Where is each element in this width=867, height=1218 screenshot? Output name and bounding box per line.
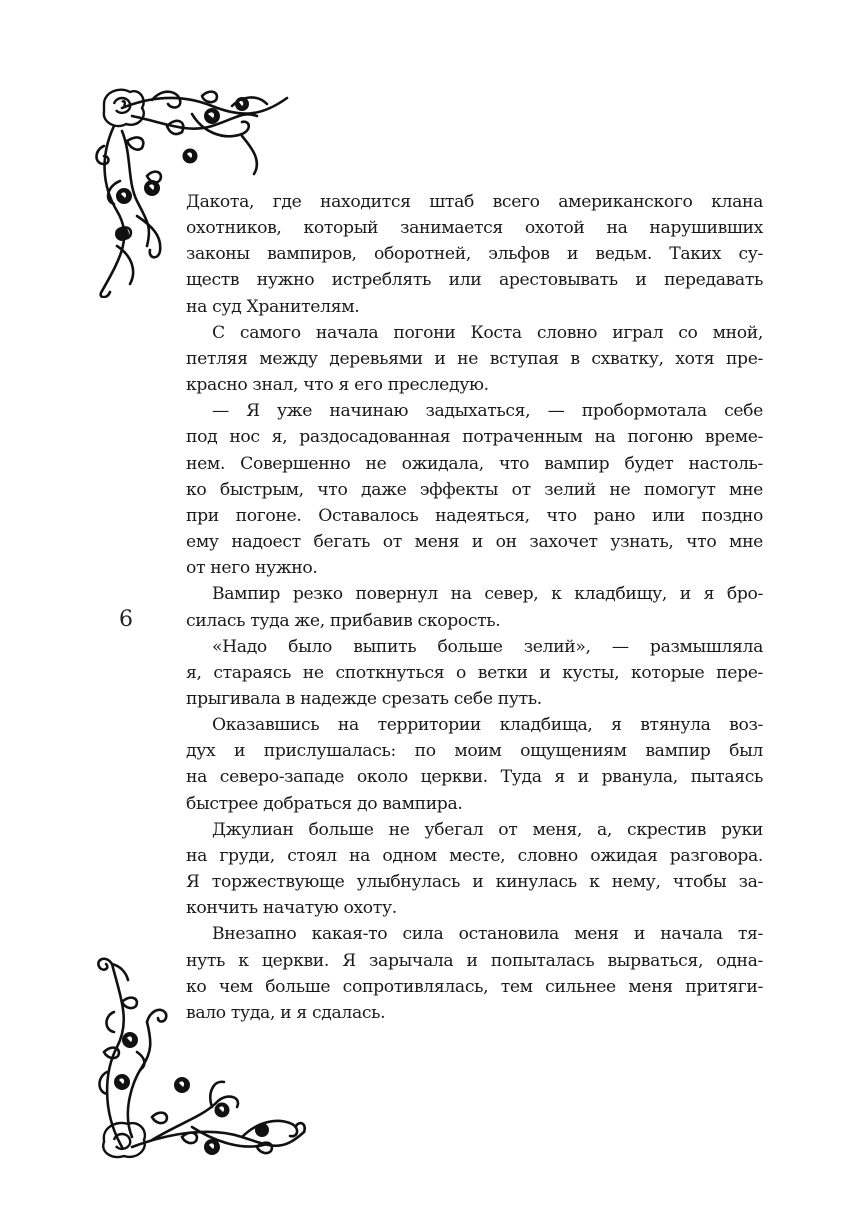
- text-line: петляя между деревьями и не вступая в схватку, хотя пре-: [186, 348, 763, 369]
- text-line: Дакота, где находится штаб всего американского клана: [186, 192, 763, 212]
- text-line: быстрее добраться до вампира.: [186, 793, 463, 814]
- page-number: 6: [119, 607, 133, 632]
- text-line: на суд Хранителям.: [186, 296, 360, 317]
- text-line: на груди, стоял на одном месте, словно ожидая разговора.: [186, 845, 763, 866]
- text-line: дух и прислушалась: по моим ощущениям вампир был: [186, 741, 763, 762]
- text-line: я, стараясь не споткнуться о ветки и кусты, которые пере-: [186, 662, 763, 683]
- text-line: ко чем больше сопротивлялась, тем сильнее меня притяги-: [186, 976, 763, 997]
- text-line: красно знал, что я его преследую.: [186, 375, 489, 396]
- text-line: от него нужно.: [186, 558, 318, 579]
- paragraph: [186, 817, 763, 922]
- paragraph: [186, 398, 763, 581]
- text-line: Я торжествующе улыбнулась и кинулась к нему, чтобы за-: [186, 872, 763, 893]
- text-line: законы вампиров, оборотней, эльфов и ведьм. Таких су-: [186, 244, 763, 265]
- text-line: Оказавшись на территории кладбища, я втянула воз-: [212, 715, 763, 736]
- text-line: охотников, который занимается охотой на нарушивших: [186, 218, 763, 239]
- text-line: силась туда же, прибавив скорость.: [186, 610, 501, 631]
- text-line: нем. Совершенно не ожидала, что вампир будет настоль-: [186, 453, 763, 474]
- body-text: [186, 189, 763, 1026]
- text-line: ко быстрым, что даже эффекты от зелий не помогут мне: [186, 479, 763, 500]
- text-line: Джулиан больше не убегал от меня, а, скрестив руки: [212, 819, 763, 840]
- text-line: Внезапно какая-то сила остановила меня и начала тя-: [212, 924, 763, 945]
- paragraph: [186, 581, 763, 633]
- text-line: кончить начатую охоту.: [186, 898, 397, 919]
- paragraph: [186, 634, 763, 712]
- text-line: вало туда, и я сдалась.: [186, 1002, 386, 1023]
- rose-vine-icon: [92, 952, 307, 1164]
- text-line: С самого начала погони Коста словно играл со мной,: [212, 322, 763, 343]
- text-line: прыгивала в надежде срезать себе путь.: [186, 688, 542, 709]
- text-line: под нос я, раздосадованная потраченным на погоню време-: [186, 427, 763, 448]
- paragraph: [186, 712, 763, 817]
- text-line: — Я уже начинаю задыхаться, — пробормотала себе: [212, 401, 763, 422]
- text-line: «Надо было выпить больше зелий», — размышляла: [212, 636, 763, 657]
- text-line: нуть к церкви. Я зарычала и попыталась вырваться, одна-: [186, 950, 763, 971]
- text-line: на северо-западе около церкви. Туда я и рванула, пытаясь: [186, 767, 763, 788]
- rose-vine-corner-ornament-bottom: [92, 952, 307, 1164]
- text-line: Вампир резко повернул на север, к кладбищу, и я бро-: [212, 584, 763, 605]
- text-line: ществ нужно истреблять или арестовывать и передавать: [186, 270, 763, 291]
- text-line: ему надоест бегать от меня и он захочет узнать, что мне: [186, 532, 763, 553]
- text-line: при погоне. Оставалось надеяться, что рано или поздно: [186, 505, 763, 526]
- paragraph: [186, 320, 763, 398]
- paragraph: [186, 189, 763, 320]
